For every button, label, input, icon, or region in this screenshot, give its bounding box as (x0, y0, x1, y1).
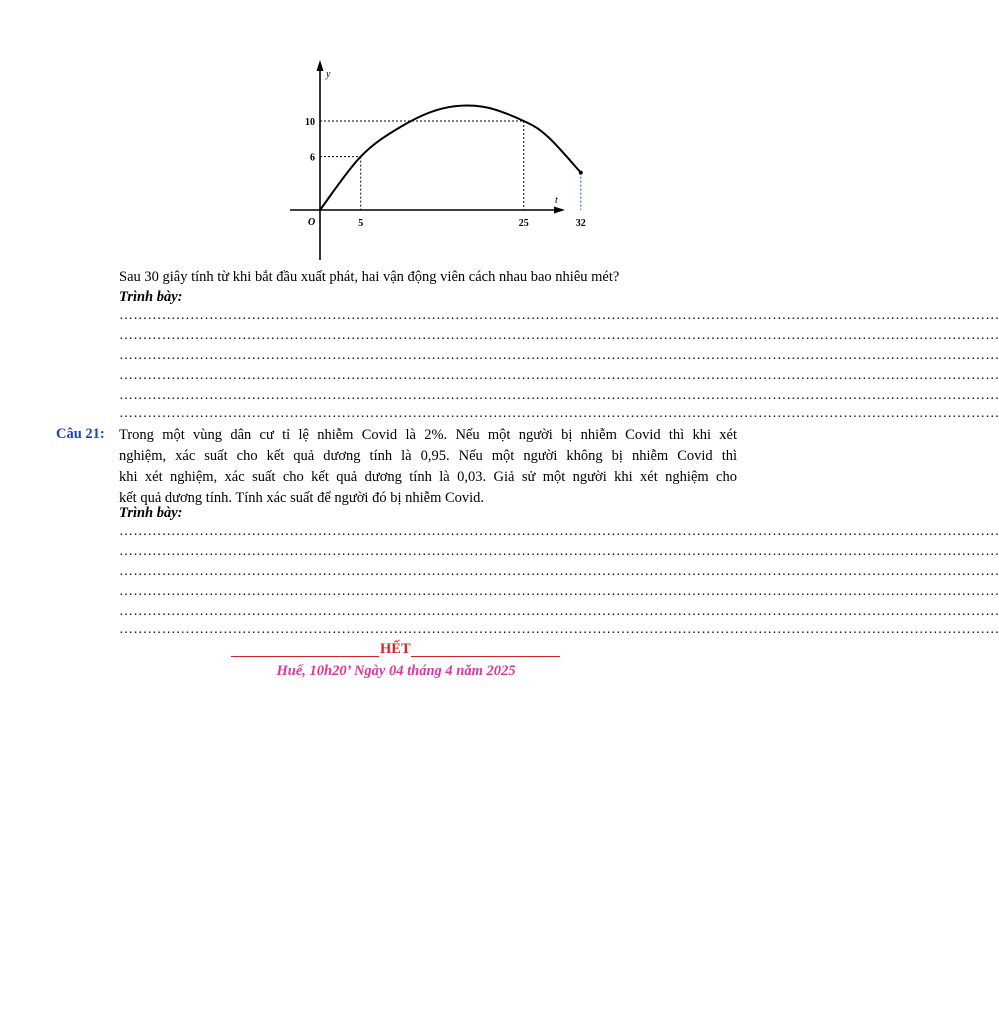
question-21-text (119, 425, 737, 509)
end-rule-right (411, 656, 560, 657)
present-label: Trình bày: (119, 505, 183, 521)
answer-line: …………………………………………………………………………………………………………………………………………………………………… (119, 406, 999, 421)
question-21-line: khi xét nghiệm, xác suất cho kết quả dương tính là 0,03. Giả sử một người khi xét nghiệm cho (119, 469, 737, 485)
origin-label: O (308, 217, 316, 228)
signature: Huế, 10h20’ Ngày 04 tháng 4 năm 2025 (276, 663, 516, 679)
answer-line: …………………………………………………………………………………………………………………………………………………………………… (119, 328, 999, 343)
question-21-label: Câu 21: (56, 426, 105, 442)
answer-line: …………………………………………………………………………………………………………………………………………………………………… (119, 308, 999, 323)
x-tick-label: 32 (575, 218, 586, 229)
x-tick-label: 5 (358, 218, 364, 229)
y-axis-arrow (317, 60, 324, 71)
question-21-line: Trong một vùng dân cư tỉ lệ nhiễm Covid là 2%. Nếu một người bị nhiễm Covid thì khi xét (119, 427, 737, 443)
y-tick-label: 10 (305, 117, 315, 128)
answer-line: …………………………………………………………………………………………………………………………………………………………………… (119, 564, 999, 579)
x-axis-arrow (554, 207, 565, 214)
graph-curve (320, 106, 581, 210)
position-time-graph (280, 55, 586, 265)
end-rule-left (231, 656, 379, 657)
end-marker: HẾT (380, 641, 411, 657)
question-21-line: nghiệm, xác suất cho kết quả dương tính là 0,95. Nếu một người không bị nhiễm Covid thì (119, 448, 737, 464)
y-axis-label: y (326, 69, 331, 80)
curve-end-point (579, 171, 583, 175)
answer-line: …………………………………………………………………………………………………………………………………………………………………… (119, 368, 999, 383)
answer-line: …………………………………………………………………………………………………………………………………………………………………… (119, 524, 999, 539)
answer-line: …………………………………………………………………………………………………………………………………………………………………… (119, 388, 999, 403)
answer-line: …………………………………………………………………………………………………………………………………………………………………… (119, 584, 999, 599)
y-tick-label: 6 (310, 152, 315, 164)
question-21-line: kết quả dương tính. Tính xác suất để người đó bị nhiễm Covid. (119, 490, 485, 506)
question-20-text: Sau 30 giây tính từ khi bắt đầu xuất phát, hai vận động viên cách nhau bao nhiêu mét? (119, 269, 620, 285)
answer-line: …………………………………………………………………………………………………………………………………………………………………… (119, 544, 999, 559)
answer-line: …………………………………………………………………………………………………………………………………………………………………… (119, 622, 999, 637)
answer-line: …………………………………………………………………………………………………………………………………………………………………… (119, 604, 999, 619)
x-axis-label: t (555, 195, 558, 206)
present-label: Trình bày: (119, 289, 183, 305)
x-tick-label: 25 (518, 218, 529, 229)
answer-line: …………………………………………………………………………………………………………………………………………………………………… (119, 348, 999, 363)
